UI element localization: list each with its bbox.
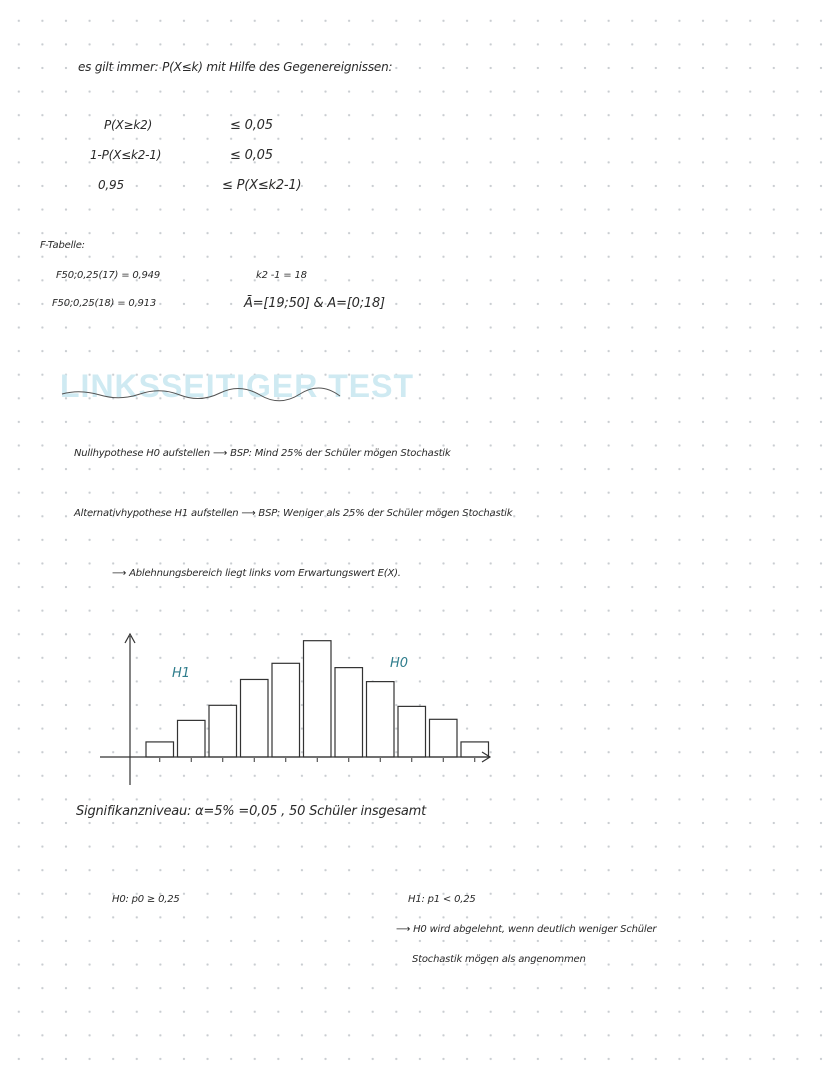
histogram-bar bbox=[209, 705, 237, 757]
histogram-bar bbox=[398, 706, 426, 757]
intro-line: es gilt immer: P(X≤k) mit Hilfe des Gegenereignissen: bbox=[78, 60, 393, 74]
inequality-left-2: 1-P(X≤k2-1) bbox=[90, 148, 162, 162]
h1-note-line1: ⟶ H0 wird abgelehnt, wenn deutlich weniger Schüler bbox=[396, 924, 657, 935]
h1-label: H1 bbox=[172, 666, 191, 681]
heading-scribble bbox=[60, 384, 360, 404]
histogram-bar bbox=[335, 668, 363, 757]
section-title: LINKSSEITIGER TEST bbox=[60, 368, 415, 404]
inequality-left-1: P(X≥k2) bbox=[104, 118, 153, 132]
histogram-bar bbox=[304, 641, 332, 757]
inequality-right-3: ≤ P(X≤k2-1) bbox=[222, 178, 302, 193]
table-value-2: F50;0,25(18) = 0,913 bbox=[52, 298, 157, 309]
histogram-bar bbox=[367, 682, 395, 757]
inequality-left-3: 0,95 bbox=[98, 178, 124, 192]
bullet-alt-hypothesis: Alternativhypothese H1 aufstellen ⟶ BSP: Weniger als 25% der Schüler mögen Stochastik bbox=[74, 508, 513, 519]
inequality-right-1: ≤ 0,05 bbox=[230, 118, 273, 133]
bullet-null-hypothesis: Nullhypothese H0 aufstellen ⟶ BSP: Mind 25% der Schüler mögen Stochastik bbox=[74, 448, 451, 459]
h0-label: H0 bbox=[390, 656, 409, 671]
histogram-bar bbox=[146, 742, 174, 757]
histogram-bar bbox=[241, 679, 269, 757]
x-axis-arrow bbox=[482, 752, 490, 762]
significance-line: Signifikanzniveau: α=5% =0,05 , 50 Schüler insgesamt bbox=[76, 804, 427, 819]
area-result: Ā=[19;50] & A=[0;18] bbox=[244, 296, 385, 311]
rejection-note: ⟶ Ablehnungsbereich liegt links vom Erwartungswert E(X). bbox=[112, 568, 401, 579]
histogram-bar bbox=[272, 663, 300, 757]
y-axis-arrow bbox=[125, 634, 135, 643]
histogram-bar bbox=[461, 742, 489, 757]
k-result: k2 -1 = 18 bbox=[256, 270, 307, 281]
histogram-bar bbox=[430, 719, 458, 757]
h0-statement: H0: p0 ≥ 0,25 bbox=[112, 894, 180, 905]
histogram-bar bbox=[178, 720, 206, 757]
h1-note-line2: Stochastik mögen als angenommen bbox=[412, 954, 586, 965]
table-label: F-Tabelle: bbox=[40, 240, 85, 251]
inequality-right-2: ≤ 0,05 bbox=[230, 148, 273, 163]
table-value-1: F50;0,25(17) = 0,949 bbox=[56, 270, 161, 281]
h1-statement: H1: p1 < 0,25 bbox=[408, 894, 476, 905]
